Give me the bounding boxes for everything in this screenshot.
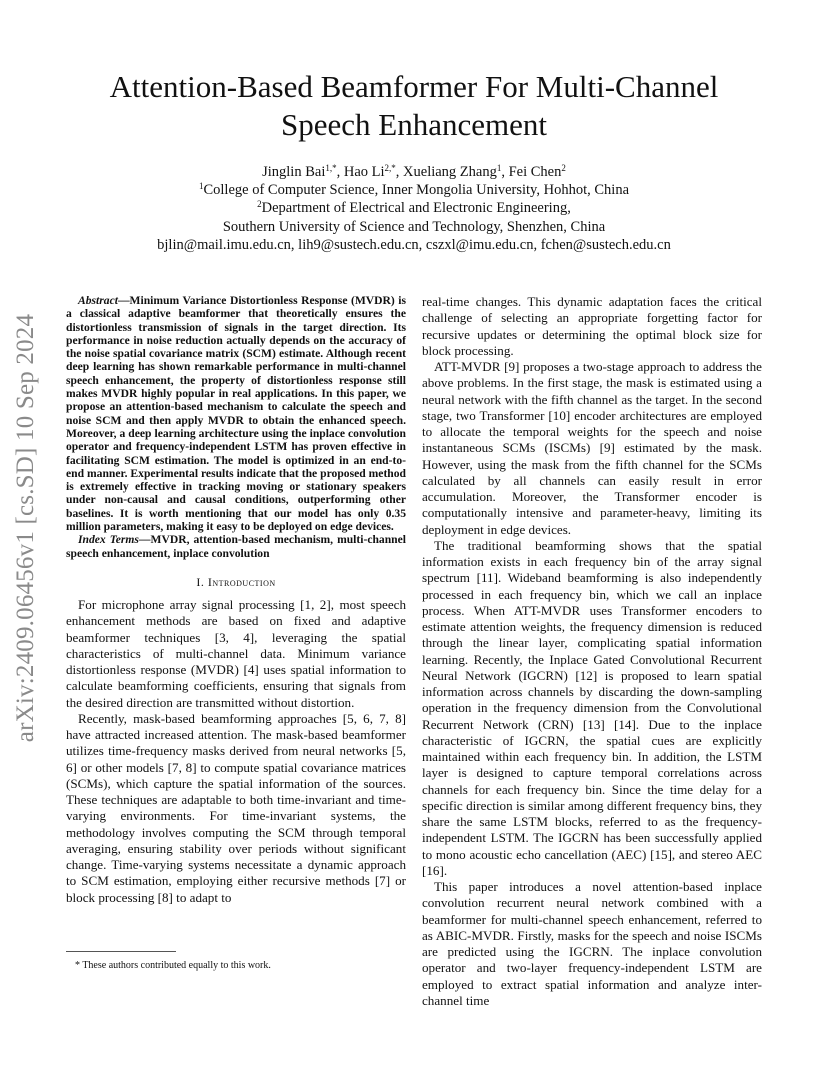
abstract-text: Minimum Variance Distortionless Response (MVDR) is a classical adaptive beamformer that theoretically ensures the distortionless transmission of signals in the target direction. Its performance in noise reduction actually depends on the accuracy of the noise spatial covariance matrix (SCM) estimate. Although recent deep learning has shown remarkable performance in multi-channel speech enhancement, the property of distortionless response still makes MVDR highly popular in real applications. In this paper, we propose an attention-based mechanism to calculate the speech and noise SCM and then apply MVDR to obtain the enhanced speech. Moreover, a deep learning architecture using the inplace convolution operator and frequency-independent LSTM has proven effective in facilitating SCM estimation. The model is optimized in an end-to-end manner. Experimental results indicate that the proposed method is extremely effective in tracking moving or stationary speakers under non-causal and causal conditions, outperforming other baselines. It is worth mentioning that our model has only 0.35 million parameters, making it easy to be deployed on edge devices. xyxy=(66,294,406,534)
right-paragraph-beamforming: The traditional beamforming shows that the spatial information exists in each frequency bin of the array signal spectrum [11]. Wideband beamforming is also independently processed in each frequency bin, which we call an inplace process. When ATT-MVDR uses Transformer encoders to estimate attention weights, the frequency dimension is reduced through the linear layer, complicating spatial information learning. Recently, the Inplace Gated Convolutional Recurrent Neural Network (IGCRN) [12] is proposed to learn spatial information across channels by discarding the down-sampling operation in the frequency dimension from the Convolutional Recurrent Network (CRN) [13] [14]. Due to the inplace characteristic of IGCRN, the spatial cues are explicitly maintained within each frequency bin. In addition, the LSTM layer is designed to capture temporal correlations across channels for each frequency bin. Since the time delay for a specific direction is similar among different frequency bins, they share the same LSTM blocks, referred to as the frequency-independent LSTM. The IGCRN has been successfully applied to mono acoustic echo cancellation (AEC) [15], and stereo AEC [16]. xyxy=(422,537,762,878)
affiliation-2: $^2$Department of Electrical and Electronic Engineering, xyxy=(257,199,571,217)
author-1: Jinglin Bai$^{1,*}$, xyxy=(262,163,344,180)
arxiv-identifier-stamp: arXiv:2409.06456v1 [cs.SD] 10 Sep 2024 xyxy=(12,313,39,743)
title-line-2: Speech Enhancement xyxy=(281,107,547,142)
affiliation-1: $^1$College of Computer Science, Inner Mongolia University, Hohhot, China xyxy=(198,181,630,198)
abstract-label: Abstract xyxy=(78,294,118,307)
intro-paragraph-1: For microphone array signal processing [1, 2], most speech enhancement methods are based on fixed and adaptive beamformer techniques [3, 4], leveraging the spatial characteristics of multi-channel data. Minimum variance distortionless response (MVDR) [4] uses spatial information to calculate beamforming coefficients, ensuring that signals from the desired direction are transmitted without distortion. xyxy=(66,597,406,710)
affiliation-3: Southern University of Science and Technology, Shenzhen, China xyxy=(222,218,606,235)
index-terms: Index Terms—MVDR, attention-based mechanism, multi-channel speech enhancement, inplace convolution xyxy=(66,533,406,560)
right-paragraph-contribution: This paper introduces a novel attention-based inplace convolution recurrent neural network combined with a beamformer for multi-channel speech enhancement, referred to as ABIC-MVDR. Firstly, masks for the speech and noise ISCMs are predicted using the IGCRN. The inplace convolution operator and two-layer frequency-independent LSTM are employed to extract spatial information and analyze inter-channel time xyxy=(422,879,762,1008)
author-4: Fei Chen$^2$ xyxy=(508,163,566,180)
affiliations xyxy=(60,181,768,254)
author-2: Hao $Li^{2,*}$, xyxy=(343,163,404,180)
index-terms-label: Index Terms xyxy=(78,533,139,547)
section-heading-introduction: I. Introduction xyxy=(196,574,276,589)
intro-paragraph-2: Recently, mask-based beamforming approaches [5, 6, 7, 8] have attracted increased attention. The mask-based beamformer utilizes time-frequency masks derived from neural networks [5, 6] or other models [7, 8] to compute spatial covariance matrices (SCMs), which capture the spatial information of the sources. These techniques are adaptable to both time-invariant and time-varying environments. For time-invariant systems, the methodology involves computing the SCM through temporal averaging, ensuring stability over periods without significant change. Time-varying systems necessitate a dynamic approach to SCM estimation, employing either recursive methods [7] or block processing [8] to adapt to xyxy=(66,710,406,905)
abstract: Abstract—Minimum Variance Distortionless Response (MVDR) is a classical adaptive beamformer that theoretically ensures the distortionless transmission of signals in the target direction. Its performance in noise reduction actually depends on the accuracy of the noise spatial covariance matrix (SCM) estimate. Although recent deep learning has shown remarkable performance in multi-channel speech enhancement, the property of distortionless response still makes MVDR highly popular in real applications. In this paper, we propose an attention-based mechanism to calculate the speech and noise SCM and then apply MVDR to obtain the enhanced speech. Moreover, a deep learning architecture using the inplace convolution operator and frequency-independent LSTM has proven effective in facilitating SCM estimation. The model is optimized in an end-to-end manner. Experimental results indicate that the proposed method is extremely effective in tracking moving or stationary speakers under non-causal and causal conditions, outperforming other baselines. It is worth mentioning that our model has only 0.35 million parameters, making it easy to be deployed on edge devices. xyxy=(66,294,406,534)
right-column xyxy=(422,294,762,1009)
title-line-1: Attention-Based Beamformer For Multi-Channel xyxy=(109,69,719,104)
footnote-divider xyxy=(66,951,176,952)
left-column xyxy=(66,294,406,906)
right-paragraph-continued: real-time changes. This dynamic adaptation faces the critical challenge of selecting an appropriate forgetting factor for recursive updates or determining the optimal block size for block processing. xyxy=(422,294,762,358)
paper-title xyxy=(60,68,768,144)
author-3: Xueliang Zhang$^1$, xyxy=(403,163,509,180)
footnote-equal-contribution: * These authors contributed equally to this work. xyxy=(75,960,271,971)
author-list xyxy=(60,163,768,181)
author-emails: bjlin@mail.imu.edu.cn, lih9@sustech.edu.cn, cszxl@imu.edu.cn, fchen@sustech.edu.cn xyxy=(157,236,671,253)
index-terms-text: MVDR, attention-based mechanism, multi-channel speech enhancement, inplace convolution xyxy=(66,533,406,560)
right-paragraph-att-mvdr: ATT-MVDR [9] proposes a two-stage approach to address the above problems. In the first stage, the mask is estimated using a neural network with the fifth channel as the target. In the second stage, two Transformer [10] encoder architectures are employed to allocate the temporal weights for the speech and noise instantaneous SCMs (ISCMs) [9] estimated by the mask. However, using the mask from the fifth channel for the SCMs calculated by all channels can easily result in error accumulation. Moreover, the Transformer encoder is computationally intensive and parameter-heavy, limiting its deployment in edge devices. xyxy=(422,359,762,537)
